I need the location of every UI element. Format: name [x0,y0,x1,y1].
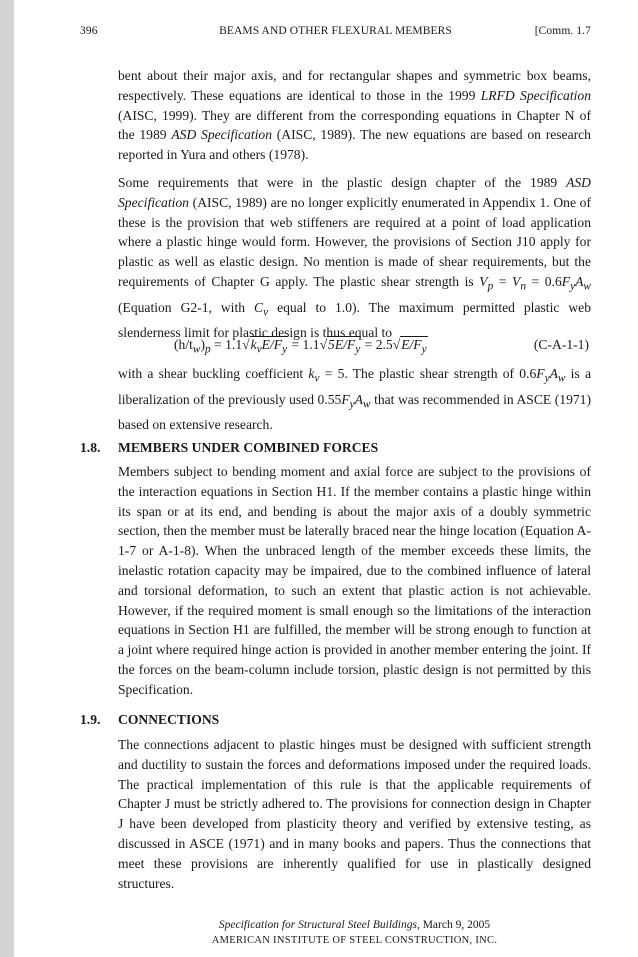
radicand-1: $k_vE/F_y$ [250,337,288,356]
paragraph-plastic-design-requirements: Some requirements that were in the plastic design chapter of the 1989 ASD Specification (AISC, 1989) are no longer explicitly enumerated in Appendix 1. One of these is the provision that web stiffeners are required at a point of load application where a plastic hinge would form. However, the provisions of Section J10 apply for plastic as well as elastic design. No mention is made of shear requirements, but the requirements of Chapter G apply. The plastic shear strength is $V_p = V_n = 0.6F_yA_w$ (Equation G2-1, with $C_v$ equal to 1.0). The maximum permitted plastic web slenderness limit for plastic design is thus equal to [118,175,591,341]
running-title: BEAMS AND OTHER FLEXURAL MEMBERS [219,25,452,37]
paragraph-shear-buckling: with a shear buckling coefficient $k_v = 5$. The plastic shear strength of $0.6F_yA_w$ is a liberalization of the previously used $0.55F_yA_w$ that was recommended in ASCE (1971) based on extensive research. [118,366,592,433]
radicand-3: $E/F_y$ [401,337,427,356]
spec-date: March 9, 2005 [419,919,491,931]
radicand-2: $5E/F_y$ [328,337,361,356]
page-margin-bar [0,0,14,957]
section-title: CONNECTIONS [118,712,220,727]
radical-sign: √ [392,337,401,352]
paragraph-connections: The connections adjacent to plastic hinges must be designed with sufficient strength and ductility to sustain the forces and deformations imposed under the required loads. The practical implementation of this rule is that the applicable requirements of Chapter J must be strictly adhered to. The provisions for connection design in Chapter J have been developed from plasticity theory and verified by extensive testing, as discussed in ASCE (1971) and in many books and papers. Thus the connections that meet these provisions are inherently qualified for use in plastically designed structures. [118,737,591,891]
equation-expression: $(h/t_w)_p = 1.1√k_vE/F_y = 1.1√5E/F_y = 2.5√E/F_y$ [174,337,427,356]
equation-c-a-1-1 [118,337,591,357]
paragraph-equations-comparison: bent about their major axis, and for rectangular shapes and symmetric box beams, respectively. These equations are identical to those in the 1999 LRFD Specification (AISC, 1999). They are different from the corresponding equations in Chapter N of the 1989 ASD Specification (AISC, 1989). The new equations are based on research reported in Yura and others (1978). [118,68,591,163]
paragraph-combined-forces: Members subject to bending moment and axial force are subject to the provisions of the interaction equations in Section H1. If the member contains a plastic hinge within its span or at its end, and bending is about the major axis of a doubly symmetric section, then the member must be laterally braced near the hinge location (Equation A-1-7 or A-1-8). When the unbraced length of the member exceeds these limits, the inelastic rotation capacity may be impaired, due to the combined influence of lateral and torsional deformation, to such an extent that plastic action is not achievable. However, if the required moment is small enough so the limitations of the interaction equations in Section H1 are fulfilled, the member will be strong enough to function at a joint where required hinge action is provided in another member entering the joint. If the forces on the beam-column include torsion, plastic design is not permitted by this Specification. [118,464,591,697]
radical-sign: √ [319,337,328,352]
section-reference: [Comm. 1.7 [534,25,591,37]
page-number: 396 [80,25,98,37]
running-header [80,25,591,41]
page-footer [118,918,591,948]
publisher: AMERICAN INSTITUTE OF STEEL CONSTRUCTION, INC. [211,935,498,946]
footer-spec-line [118,918,591,933]
section-number: 1.9. [80,712,101,727]
section-title: MEMBERS UNDER COMBINED FORCES [118,440,379,455]
equation-number: (C-A-1-1) [533,337,589,352]
section-number: 1.8. [80,440,101,455]
radical-sign: √ [242,337,250,352]
spec-title: Specification for Structural Steel Buildings, [218,919,420,931]
